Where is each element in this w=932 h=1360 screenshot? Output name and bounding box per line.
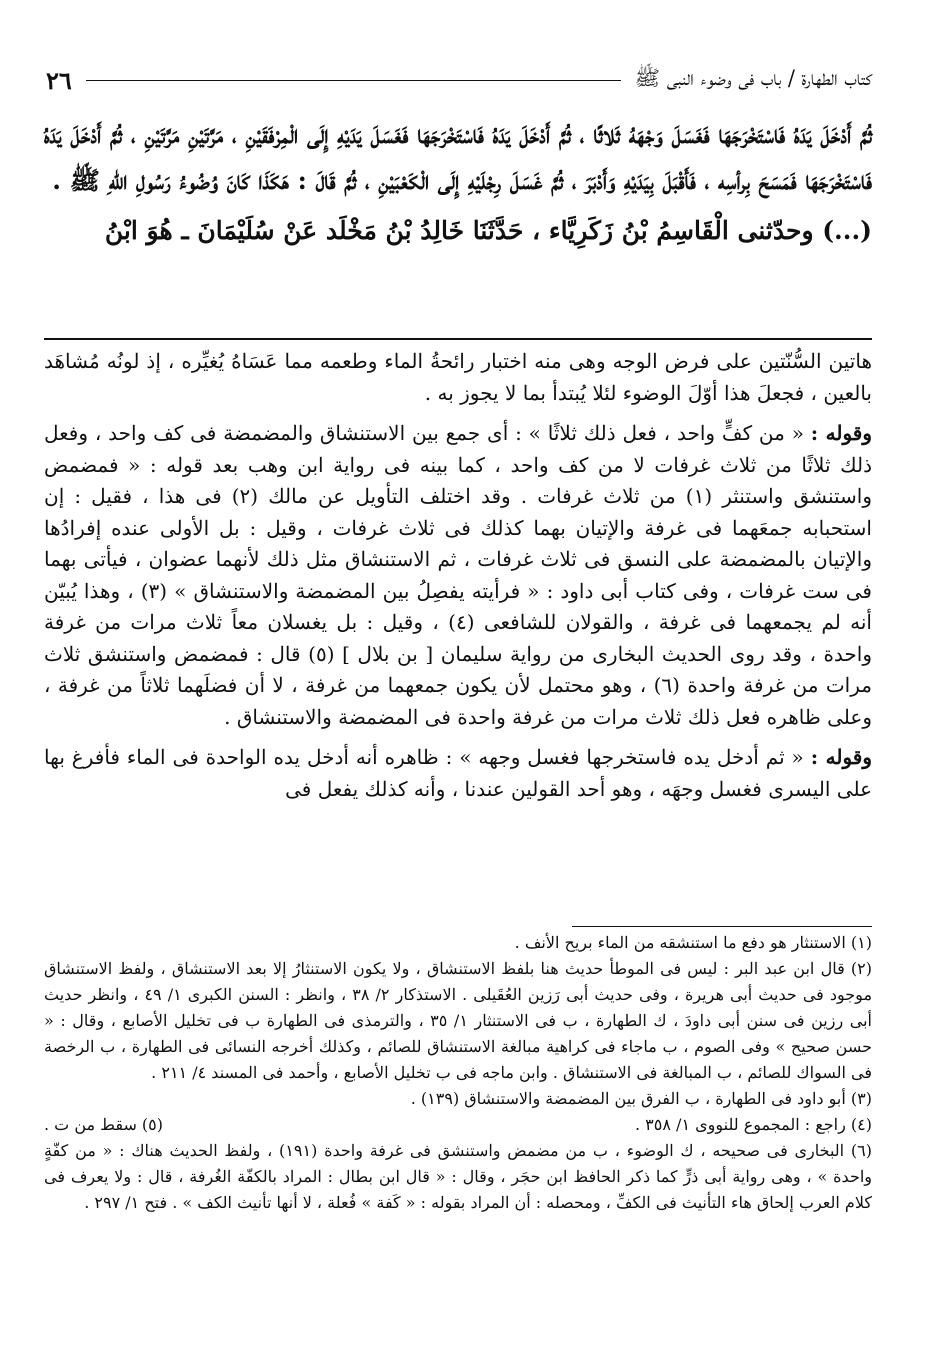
commentary-paragraph: هاتين السُّنّتين على فرض الوجه وهى منه اختبار رائحةُ الماء وطعمه مما عَسَاهُ يُغيِّره ، إذ لونُه مُشاهَد بالعين ، فجعلَ هذا أوّلَ الوضوء لئلا يُبتدأ بما لا يجوز به . [44,349,872,405]
footnote-2: (٢) قال ابن عبد البر : ليس فى الموطأ حديث هنا بلفظ الاستنشاق ، ولا يكون الاستنثارُ إلا بعد الاستنشاق ، ولفظ الاستنشاق موجود فى حديث أبى هريرة ، وفى حديث أبى رَزين العُقَيلى . الاستذكار ٢/ ٣٨ ، وانظر : السنن الكبرى ١/ ٤٩ ، وانظر حديث أبى رزين فى سنن أبى داودَ ، ك الطهارة ، ب فى الاستنثار ١/ ٣٥ ، والترمذى فى الطهارة ب فى تخليل الأصابع ، وقال : « حسن صحيح » وفى الصوم ، ب ماجاء فى كراهية مبالغة الاستنشاق للصائم ، وكذلك أخرجه النسائى فى الطهارة ، ب الرخصة فى السواك للصائم ، ب المبالغة فى الاستنشاق . وابن ماجه فى ب تخليل الأصابع ، وأحمد فى المسند ٤/ ٢١١ . [44,959,873,1082]
page-number: ٢٦ [46,65,72,95]
footnote-row [44,1112,872,1138]
commentary-paragraph [44,418,872,733]
footnotes [44,930,872,1216]
commentary-paragraph [44,742,872,805]
header-rule [86,80,621,81]
paragraph-lead: وقوله : [810,745,872,769]
hadith-matn: ثُمَّ أَدْخَلَ يَدَهُ فَاسْتَخْرَجَهَا فَغَسَلَ وَجْهَهُ ثَلاثًا ، ثُمَّ أَدْخَلَ يَدَهُ فَاسْتَخْرَجَهَا فَغَسَلَ يَدَيْهِ إِلَى الْمِرْفَقَيْنِ ، مَرَّتَيْنِ مَرَّتَيْنِ ، ثُمَّ أَدْخَلَ يَدَهُ فَاسْتَخْرَجَهَا فَمَسَحَ بِرأسِه ، فَأَقْبَلَ بِيَدَيْهِ وَأَدْبَرَ ، ثُمَّ غَسَلَ رِجْلَيْهِ إِلَى الْكَعْبَيْنِ ، ثُمَّ قَالَ : هَكَذَا كَانَ وُضُوءُ رَسُولِ اللهِ ﷺ . [44,120,872,195]
footnote-1: (١) الاستنثار هو دفع ما استنشقه من الماء بريح الأنف . [514,933,872,952]
paragraph-body: « من كفٍّ واحد ، فعل ذلك ثلاثًا » : أى جمع بين الاستنشاق والمضمضة فى كف واحد ، وفعل ذلك ثلاثًا من ثلاث غرفات لا من كف واحد ، كما بينه فى رواية ابن وهب بعد قوله : « فمضمض واستنشق واستنثر (١) من ثلاث غرفات . وقد اختلف التأويل عن مالك (٢) فى هذا ، فقيل : إن استحبابه جمعَهما فى غرفة والإتيان بهما كذلك فى ثلاث غرفات ، وقيل : بل الأولى عنده إفرادُها والإتيان بالمضمضة على النسق فى ثلاث غرفات ، ثم الاستنشاق مثل ذلك لأنهما عضوان ، فيأتى بهما فى ست غرفات ، وفى كتاب أبى داود : « فرأيته يفصِلُ بين المضمضة والاستنشاق » (٣) ، وهذا يُبيّن أنه لم يجمعهما فى غرفة ، والقولان للشافعى (٤) ، وقيل : بل يغسلان معاً ثلاث مرات من غرفة واحدة ، وقد روى الحديث البخارى من رواية سليمان [ بن بلال ] (٥) قال : فمضمض واستنشق ثلاث مرات من غرفة واحدة (٦) ، وهو محتمل لأن يكون جمعهما من غرفة ، لا أن فضلَهما ثلاثاً من غرفة ، وعلى ظاهره فعل ذلك ثلاث مرات من غرفة واحدة فى المضمضة والاستنشاق . [44,421,873,729]
commentary [44,346,872,814]
footnote-4: (٤) راجع : المجموع للنووى ١/ ٣٥٨ . [635,1115,872,1134]
paragraph-body: « ثم أدخل يده فاستخرجها فغسل وجهه » : ظاهره أنه أدخل يده الواحدة فى الماء فأفرغ بها على اليسرى فغسل وجهَه ، وهو أحد القولين عندنا ، وأنه كذلك يفعل فى [44,745,872,801]
running-title: كتاب الطهارة / باب فى وضوء النبى ﷺ [634,65,872,90]
footnote-divider [572,926,872,927]
hadith-isnad: (...) وحدّثنى الْقَاسِمُ بْنُ زَكَرِيَّاء ، حَدَّثَنَا خَالِدُ بْنُ مَخْلَد عَنْ سُلَيْمَانَ ـ هُوَ ابْنُ [104,216,872,245]
hadith-text [44,112,872,254]
footnote-3: (٣) أبو داود فى الطهارة ، ب الفرق بين المضمضة والاستنشاق (١٣٩) . [410,1089,872,1108]
paragraph-lead: وقوله : [810,421,872,445]
footnote-5: (٥) سقط من ت . [44,1115,164,1134]
footnote-6: (٦) البخارى فى صحيحه ، ك الوضوء ، ب من مضمض واستنشق فى غرفة واحدة (١٩١) ، ولفظ الحديث هناك : « من كفّةٍ واحدة » ، وهى رواية أبى ذرٍّ كما ذكر الحافظ ابن حجَر ، وقال : « قال ابن بطال : المراد بالكفّة الغُرفة ، قال : ولا يعرف فى كلام العرب إلحاق هاء التأنيث فى الكفِّ ، ومحصله : أن المراد بقوله : « كَفة » فُعلة ، لا أنها تأنيث الكف » . فتح ١/ ٢٩٧ . [44,1141,872,1212]
page-header [46,58,872,102]
matn-divider [44,338,872,340]
